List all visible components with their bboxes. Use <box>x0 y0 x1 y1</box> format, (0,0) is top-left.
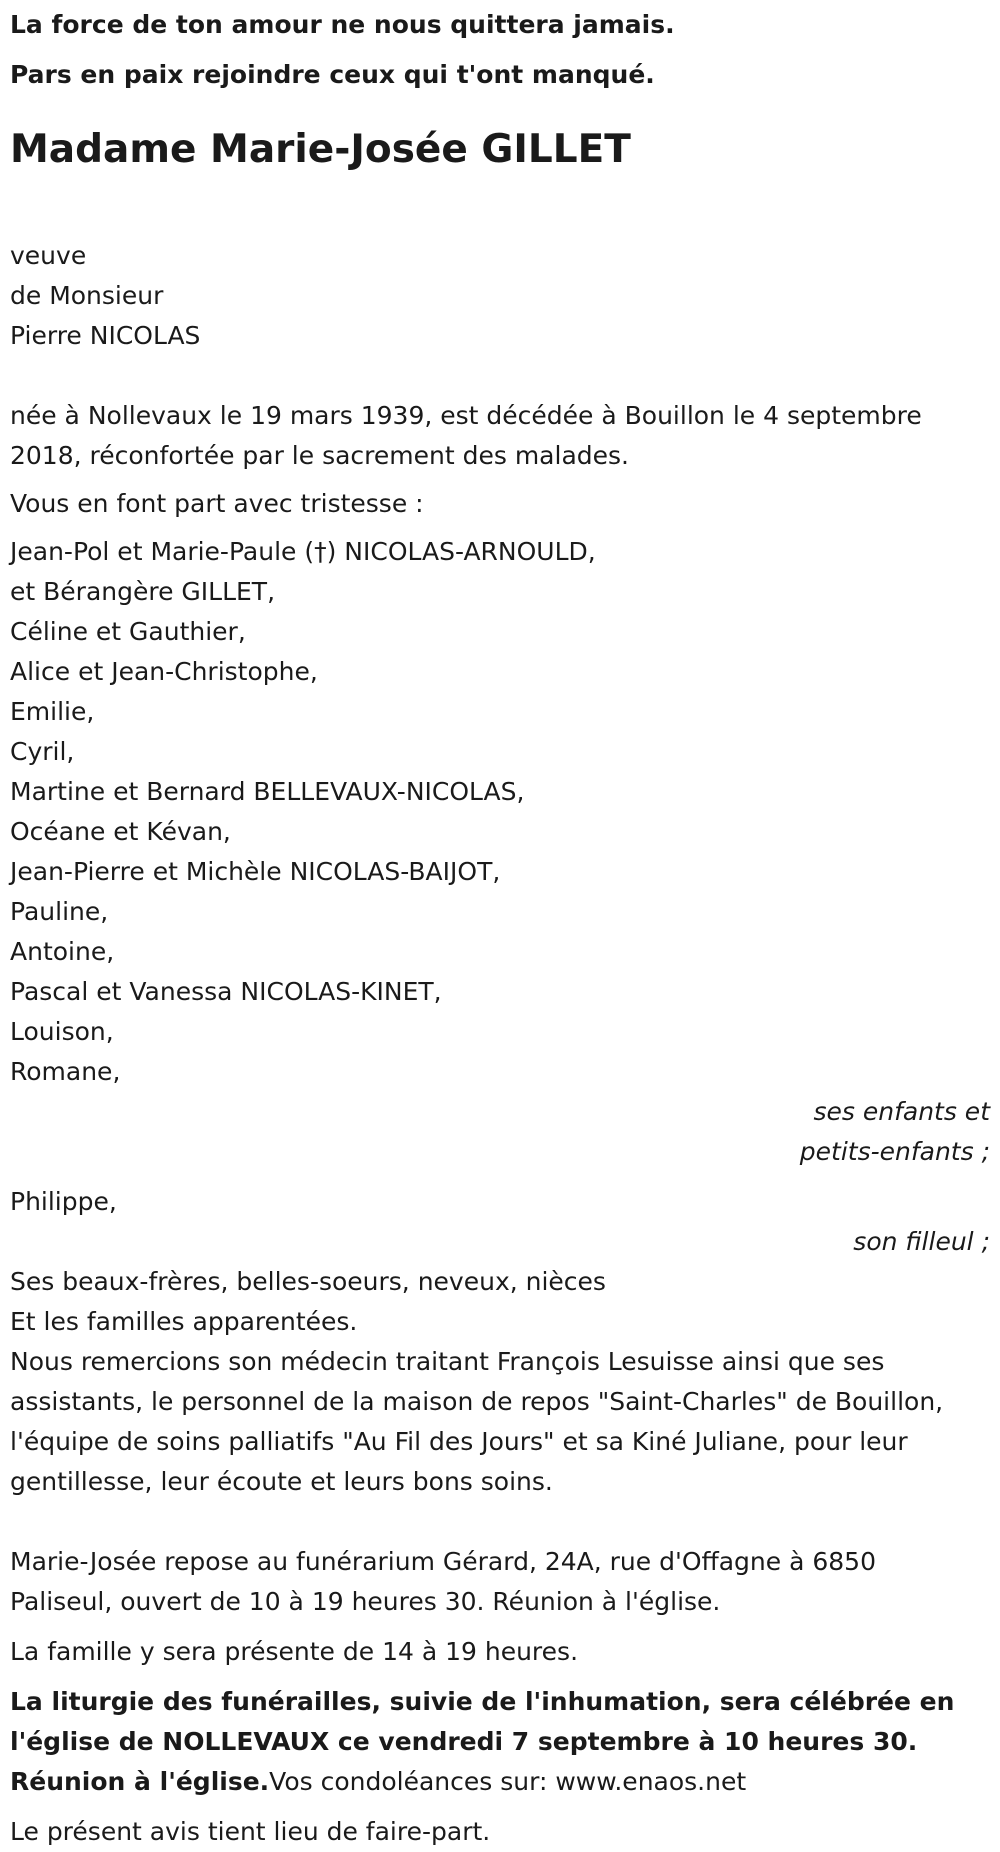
family-member: Pascal et Vanessa NICOLAS-KINET, <box>10 977 442 1006</box>
quote-line-2: Pars en paix rejoindre ceux qui t'ont manqué. <box>10 60 655 89</box>
birth-death-paragraph <box>10 396 990 476</box>
family-member: Martine et Bernard BELLEVAUX-NICOLAS, <box>10 777 525 806</box>
family-member: Céline et Gauthier, <box>10 617 246 646</box>
birth-death-line-1: née à Nollevaux le 19 mars 1939, est décédée à Bouillon le 4 septembre <box>10 401 922 430</box>
thanks-line: gentillesse, leur écoute et leurs bons soins. <box>10 1467 553 1496</box>
thanks-paragraph <box>10 1342 990 1502</box>
closing-note: Le présent avis tient lieu de faire-part. <box>10 1817 491 1846</box>
family-member: Emilie, <box>10 697 95 726</box>
thanks-line: Nous remercions son médecin traitant François Lesuisse ainsi que ses <box>10 1347 885 1376</box>
liturgy-line-1: La liturgie des funérailles, suivie de l'inhumation, sera célébrée en <box>10 1687 955 1716</box>
birth-death-line-2: 2018, réconfortée par le sacrement des malades. <box>10 441 629 470</box>
thanks-line: assistants, le personnel de la maison de repos "Saint-Charles" de Bouillon, <box>10 1387 944 1416</box>
children-note-line-2: petits-enfants ; <box>799 1137 990 1166</box>
funerarium-line-2: Paliseul, ouvert de 10 à 19 heures 30. Réunion à l'église. <box>10 1587 721 1616</box>
relatives-line-2: Et les familles apparentées. <box>10 1307 358 1336</box>
liturgy-line-3: Réunion à l'église. <box>10 1767 270 1796</box>
liturgy-line-2: l'église de NOLLEVAUX ce vendredi 7 septembre à 10 heures 30. <box>10 1727 918 1756</box>
condolences-link-text: Vos condoléances sur: www.enaos.net <box>269 1767 747 1796</box>
family-member: Jean-Pol et Marie-Paule (†) NICOLAS-ARNOULD, <box>10 537 596 566</box>
family-presence: La famille y sera présente de 14 à 19 heures. <box>10 1637 579 1666</box>
thanks-line: l'équipe de soins palliatifs "Au Fil des Jours" et sa Kiné Juliane, pour leur <box>10 1427 908 1456</box>
family-member: Cyril, <box>10 737 75 766</box>
family-list <box>10 532 990 1092</box>
funerarium-line-1: Marie-Josée repose au funérarium Gérard, 24A, rue d'Offagne à 6850 <box>10 1547 876 1576</box>
family-member: Romane, <box>10 1057 121 1086</box>
godson-name: Philippe, <box>10 1187 117 1216</box>
family-member: Océane et Kévan, <box>10 817 231 846</box>
children-note-line-1: ses enfants et <box>813 1097 990 1126</box>
family-member: et Bérangère GILLET, <box>10 577 276 606</box>
family-member: Jean-Pierre et Michèle NICOLAS-BAIJOT, <box>10 857 501 886</box>
widow-line: de Monsieur <box>10 281 164 310</box>
widow-block <box>10 236 990 356</box>
deceased-name: Madame Marie-Josée GILLET <box>10 127 631 172</box>
widow-line: Pierre NICOLAS <box>10 321 201 350</box>
liturgy-paragraph <box>10 1682 990 1802</box>
relatives-line-1: Ses beaux-frères, belles-soeurs, neveux, nièces <box>10 1267 606 1296</box>
family-member: Louison, <box>10 1017 114 1046</box>
family-member: Antoine, <box>10 937 115 966</box>
quote-line-1: La force de ton amour ne nous quittera jamais. <box>10 10 675 39</box>
family-member: Pauline, <box>10 897 109 926</box>
widow-line: veuve <box>10 241 87 270</box>
godson-note: son filleul ; <box>853 1227 990 1256</box>
announcement-intro: Vous en font part avec tristesse : <box>10 489 424 518</box>
funerarium-paragraph <box>10 1542 990 1622</box>
family-member: Alice et Jean-Christophe, <box>10 657 318 686</box>
